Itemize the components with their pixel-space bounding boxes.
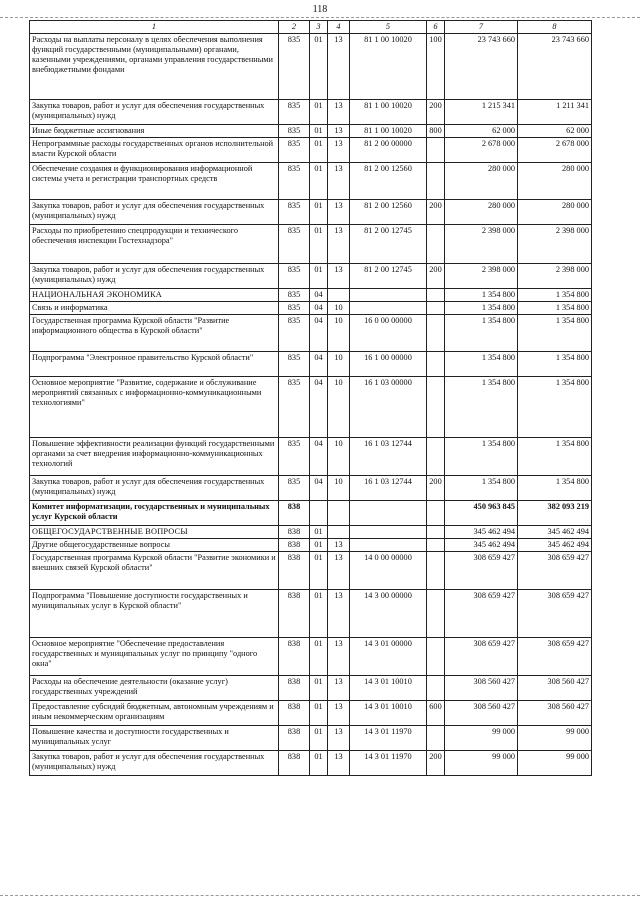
cell-amount-year-2: 1 354 800 (518, 476, 592, 501)
column-number: 5 (350, 21, 427, 34)
row-name: Предоставление субсидий бюджетным, автономным учреждениям и иным некоммерческим организациям (30, 701, 279, 726)
cell-amount-year-1: 1 354 800 (445, 302, 518, 315)
cell-expense-type (427, 163, 445, 200)
page-number: 118 (312, 4, 328, 15)
cell-admin-code: 838 (279, 539, 310, 552)
table-row (30, 352, 592, 377)
cell-amount-year-2: 1 354 800 (518, 438, 592, 476)
cell-subsection: 13 (328, 751, 350, 776)
cell-amount-year-1: 280 000 (445, 200, 518, 225)
cell-amount-year-1: 345 462 494 (445, 539, 518, 552)
cell-target-article: 14 3 00 00000 (350, 590, 427, 638)
row-name: Подпрограмма "Повышение доступности государственных и муниципальных услуг в Курской области" (30, 590, 279, 638)
cell-subsection: 13 (328, 552, 350, 590)
cell-amount-year-1: 308 560 427 (445, 676, 518, 701)
cell-target-article: 81 2 00 12560 (350, 200, 427, 225)
row-name: НАЦИОНАЛЬНАЯ ЭКОНОМИКА (30, 289, 279, 302)
row-name: Связь и информатика (30, 302, 279, 315)
cell-admin-code: 835 (279, 302, 310, 315)
cell-expense-type (427, 289, 445, 302)
row-name: ОБЩЕГОСУДАРСТВЕННЫЕ ВОПРОСЫ (30, 526, 279, 539)
row-name: Закупка товаров, работ и услуг для обеспечения государственных (муниципальных) нужд (30, 751, 279, 776)
cell-subsection: 13 (328, 138, 350, 163)
column-number: 1 (30, 21, 279, 34)
cell-section: 04 (310, 476, 328, 501)
cell-admin-code: 838 (279, 701, 310, 726)
table-row (30, 163, 592, 200)
cell-amount-year-2: 1 354 800 (518, 289, 592, 302)
cell-target-article: 81 1 00 10020 (350, 100, 427, 125)
cell-amount-year-1: 99 000 (445, 751, 518, 776)
cell-amount-year-2: 280 000 (518, 163, 592, 200)
cell-expense-type: 200 (427, 200, 445, 225)
cell-amount-year-1: 308 659 427 (445, 638, 518, 676)
cell-subsection: 13 (328, 701, 350, 726)
cell-amount-year-2: 308 560 427 (518, 676, 592, 701)
cell-section: 01 (310, 638, 328, 676)
cell-amount-year-1: 308 659 427 (445, 590, 518, 638)
cell-expense-type: 100 (427, 34, 445, 100)
table-row (30, 34, 592, 100)
cell-section: 04 (310, 438, 328, 476)
row-name: Расходы по приобретению спецпродукции и технического обеспечения инспекции Гостехнадзора" (30, 225, 279, 264)
cell-section: 01 (310, 225, 328, 264)
budget-table (29, 20, 592, 776)
row-name: Закупка товаров, работ и услуг для обеспечения государственных (муниципальных) нужд (30, 476, 279, 501)
cell-amount-year-2: 2 678 000 (518, 138, 592, 163)
row-name: Другие общегосударственные вопросы (30, 539, 279, 552)
table-row (30, 476, 592, 501)
table-row (30, 590, 592, 638)
cell-section: 01 (310, 701, 328, 726)
row-name: Государственная программа Курской области "Развитие информационного общества в Курской области" (30, 315, 279, 352)
cell-amount-year-1: 345 462 494 (445, 526, 518, 539)
cell-section: 04 (310, 315, 328, 352)
cell-amount-year-2: 23 743 660 (518, 34, 592, 100)
cell-section: 01 (310, 539, 328, 552)
cell-target-article: 14 3 01 11970 (350, 751, 427, 776)
row-name: Закупка товаров, работ и услуг для обеспечения государственных (муниципальных) нужд (30, 200, 279, 225)
cell-subsection: 13 (328, 638, 350, 676)
cell-amount-year-2: 308 659 427 (518, 552, 592, 590)
cell-amount-year-1: 1 354 800 (445, 315, 518, 352)
cell-section: 04 (310, 352, 328, 377)
cell-subsection: 13 (328, 590, 350, 638)
cell-admin-code: 835 (279, 264, 310, 289)
cell-admin-code: 838 (279, 552, 310, 590)
cell-expense-type (427, 526, 445, 539)
cell-subsection: 13 (328, 163, 350, 200)
cell-amount-year-1: 1 354 800 (445, 352, 518, 377)
table-row (30, 200, 592, 225)
cell-amount-year-2: 308 560 427 (518, 701, 592, 726)
cell-section (310, 501, 328, 526)
cell-subsection: 13 (328, 100, 350, 125)
cell-subsection (328, 526, 350, 539)
cell-expense-type (427, 539, 445, 552)
cell-amount-year-2: 1 354 800 (518, 377, 592, 438)
column-number: 3 (310, 21, 328, 34)
cell-amount-year-1: 308 659 427 (445, 552, 518, 590)
cell-amount-year-2: 308 659 427 (518, 590, 592, 638)
column-number: 7 (445, 21, 518, 34)
cell-amount-year-1: 2 678 000 (445, 138, 518, 163)
cell-expense-type (427, 302, 445, 315)
cell-admin-code: 838 (279, 526, 310, 539)
cell-section: 01 (310, 125, 328, 138)
cell-expense-type (427, 225, 445, 264)
cell-admin-code: 838 (279, 638, 310, 676)
cell-target-article: 16 1 03 00000 (350, 377, 427, 438)
cell-section: 04 (310, 302, 328, 315)
cell-expense-type (427, 638, 445, 676)
cell-admin-code: 838 (279, 726, 310, 751)
cell-admin-code: 835 (279, 225, 310, 264)
cell-amount-year-1: 280 000 (445, 163, 518, 200)
cell-expense-type: 200 (427, 100, 445, 125)
cell-target-article (350, 526, 427, 539)
cell-amount-year-1: 2 398 000 (445, 225, 518, 264)
column-number: 2 (279, 21, 310, 34)
cell-amount-year-2: 345 462 494 (518, 539, 592, 552)
row-name: Расходы на выплаты персоналу в целях обеспечения выполнения функций государственными (муниципальными) органами, казенными учреждениями, органами управления государственными внебюджетными фондами (30, 34, 279, 100)
table-row (30, 726, 592, 751)
table-row (30, 552, 592, 590)
cell-expense-type (427, 676, 445, 701)
cell-subsection: 13 (328, 200, 350, 225)
cell-amount-year-2: 280 000 (518, 200, 592, 225)
cell-target-article: 81 2 00 12560 (350, 163, 427, 200)
cell-expense-type: 200 (427, 751, 445, 776)
table-row (30, 100, 592, 125)
cell-admin-code: 835 (279, 138, 310, 163)
table-row (30, 676, 592, 701)
cell-section: 01 (310, 590, 328, 638)
cell-target-article (350, 539, 427, 552)
cell-amount-year-1: 2 398 000 (445, 264, 518, 289)
cell-amount-year-2: 2 398 000 (518, 225, 592, 264)
table-row (30, 289, 592, 302)
bottom-rule (0, 895, 640, 896)
cell-section: 01 (310, 200, 328, 225)
cell-target-article: 81 2 00 12745 (350, 225, 427, 264)
cell-section: 01 (310, 100, 328, 125)
cell-admin-code: 835 (279, 352, 310, 377)
row-name: Повышение эффективности реализации функций государственными органами за счет внедрения информационно-коммуникационных технологий (30, 438, 279, 476)
cell-subsection: 13 (328, 34, 350, 100)
table-row (30, 501, 592, 526)
cell-expense-type (427, 315, 445, 352)
row-name: Закупка товаров, работ и услуг для обеспечения государственных (муниципальных) нужд (30, 264, 279, 289)
cell-subsection: 10 (328, 438, 350, 476)
cell-amount-year-1: 23 743 660 (445, 34, 518, 100)
cell-section: 01 (310, 264, 328, 289)
cell-section: 01 (310, 751, 328, 776)
cell-section: 01 (310, 138, 328, 163)
cell-target-article (350, 501, 427, 526)
table-row (30, 225, 592, 264)
column-number: 8 (518, 21, 592, 34)
table-row (30, 138, 592, 163)
cell-admin-code: 835 (279, 438, 310, 476)
cell-target-article: 81 2 00 00000 (350, 138, 427, 163)
cell-target-article: 16 0 00 00000 (350, 315, 427, 352)
table-row (30, 125, 592, 138)
cell-subsection: 10 (328, 352, 350, 377)
cell-section: 01 (310, 163, 328, 200)
row-name: Подпрограмма "Электронное правительство Курской области" (30, 352, 279, 377)
cell-subsection: 13 (328, 264, 350, 289)
cell-admin-code: 835 (279, 315, 310, 352)
cell-target-article: 14 3 01 11970 (350, 726, 427, 751)
cell-expense-type (427, 726, 445, 751)
row-name: Повышение качества и доступности государственных и муниципальных услуг (30, 726, 279, 751)
cell-subsection: 13 (328, 539, 350, 552)
cell-admin-code: 835 (279, 163, 310, 200)
cell-target-article: 14 3 01 10010 (350, 676, 427, 701)
cell-section: 01 (310, 676, 328, 701)
cell-admin-code: 835 (279, 289, 310, 302)
cell-admin-code: 835 (279, 200, 310, 225)
table-row (30, 315, 592, 352)
cell-subsection: 10 (328, 377, 350, 438)
cell-target-article: 81 1 00 10020 (350, 34, 427, 100)
cell-amount-year-1: 99 000 (445, 726, 518, 751)
cell-admin-code: 838 (279, 590, 310, 638)
cell-expense-type (427, 438, 445, 476)
cell-section: 01 (310, 552, 328, 590)
cell-subsection: 13 (328, 676, 350, 701)
column-number: 4 (328, 21, 350, 34)
cell-target-article (350, 289, 427, 302)
cell-subsection: 13 (328, 225, 350, 264)
cell-amount-year-2: 99 000 (518, 751, 592, 776)
cell-admin-code: 838 (279, 751, 310, 776)
cell-expense-type (427, 501, 445, 526)
cell-amount-year-2: 382 093 219 (518, 501, 592, 526)
cell-amount-year-1: 1 354 800 (445, 377, 518, 438)
row-name: Расходы на обеспечение деятельности (оказание услуг) государственных учреждений (30, 676, 279, 701)
cell-admin-code: 835 (279, 100, 310, 125)
table-row (30, 302, 592, 315)
cell-expense-type (427, 552, 445, 590)
cell-section: 04 (310, 377, 328, 438)
cell-amount-year-2: 1 211 341 (518, 100, 592, 125)
cell-amount-year-1: 1 354 800 (445, 438, 518, 476)
table-row (30, 264, 592, 289)
cell-target-article: 16 1 03 12744 (350, 476, 427, 501)
cell-admin-code: 835 (279, 34, 310, 100)
cell-subsection: 10 (328, 315, 350, 352)
cell-expense-type (427, 590, 445, 638)
cell-admin-code: 838 (279, 501, 310, 526)
row-name: Государственная программа Курской области "Развитие экономики и внешних связей Курской области" (30, 552, 279, 590)
row-name: Обеспечение создания и функционирования информационной системы учета и регистрации транспортных средств (30, 163, 279, 200)
cell-section: 01 (310, 526, 328, 539)
cell-expense-type: 800 (427, 125, 445, 138)
cell-admin-code: 835 (279, 377, 310, 438)
cell-subsection (328, 289, 350, 302)
cell-target-article: 14 3 01 00000 (350, 638, 427, 676)
cell-section: 01 (310, 34, 328, 100)
table-row (30, 377, 592, 438)
cell-subsection: 13 (328, 125, 350, 138)
cell-expense-type: 200 (427, 264, 445, 289)
cell-subsection: 13 (328, 726, 350, 751)
row-name: Основное мероприятие "Развитие, содержание и обслуживание мероприятий связанных с информационно-коммуникационными технологиями" (30, 377, 279, 438)
top-rule (0, 17, 640, 18)
table-row (30, 526, 592, 539)
cell-admin-code: 835 (279, 476, 310, 501)
cell-expense-type: 200 (427, 476, 445, 501)
cell-amount-year-1: 308 560 427 (445, 701, 518, 726)
cell-amount-year-1: 62 000 (445, 125, 518, 138)
cell-amount-year-1: 1 354 800 (445, 289, 518, 302)
cell-amount-year-2: 99 000 (518, 726, 592, 751)
row-name: Иные бюджетные ассигнования (30, 125, 279, 138)
cell-amount-year-1: 1 354 800 (445, 476, 518, 501)
column-number: 6 (427, 21, 445, 34)
row-name: Основное мероприятие "Обеспечение предоставления государственных и муниципальных услуг по принципу "одного окна" (30, 638, 279, 676)
cell-expense-type (427, 352, 445, 377)
cell-target-article: 14 0 00 00000 (350, 552, 427, 590)
table-row (30, 438, 592, 476)
table-row (30, 638, 592, 676)
cell-target-article: 14 3 01 10010 (350, 701, 427, 726)
cell-amount-year-2: 62 000 (518, 125, 592, 138)
row-name: Закупка товаров, работ и услуг для обеспечения государственных (муниципальных) нужд (30, 100, 279, 125)
cell-section: 01 (310, 726, 328, 751)
cell-section: 04 (310, 289, 328, 302)
cell-amount-year-2: 2 398 000 (518, 264, 592, 289)
cell-admin-code: 838 (279, 676, 310, 701)
table-row (30, 539, 592, 552)
cell-target-article: 16 1 00 00000 (350, 352, 427, 377)
cell-subsection: 10 (328, 302, 350, 315)
cell-subsection: 10 (328, 476, 350, 501)
cell-expense-type (427, 377, 445, 438)
cell-target-article: 16 1 03 12744 (350, 438, 427, 476)
cell-expense-type: 600 (427, 701, 445, 726)
cell-amount-year-2: 1 354 800 (518, 302, 592, 315)
cell-amount-year-1: 1 215 341 (445, 100, 518, 125)
cell-amount-year-2: 1 354 800 (518, 315, 592, 352)
cell-admin-code: 835 (279, 125, 310, 138)
table-row (30, 751, 592, 776)
cell-amount-year-2: 345 462 494 (518, 526, 592, 539)
cell-amount-year-2: 1 354 800 (518, 352, 592, 377)
cell-amount-year-1: 450 963 845 (445, 501, 518, 526)
cell-target-article (350, 302, 427, 315)
cell-target-article: 81 2 00 12745 (350, 264, 427, 289)
cell-expense-type (427, 138, 445, 163)
cell-subsection (328, 501, 350, 526)
cell-amount-year-2: 308 659 427 (518, 638, 592, 676)
row-name: Комитет информатизации, государственных и муниципальных услуг Курской области (30, 501, 279, 526)
column-number-row (30, 21, 592, 34)
table-row (30, 701, 592, 726)
row-name: Непрограммные расходы государственных органов исполнительной власти Курской области (30, 138, 279, 163)
cell-target-article: 81 1 00 10020 (350, 125, 427, 138)
